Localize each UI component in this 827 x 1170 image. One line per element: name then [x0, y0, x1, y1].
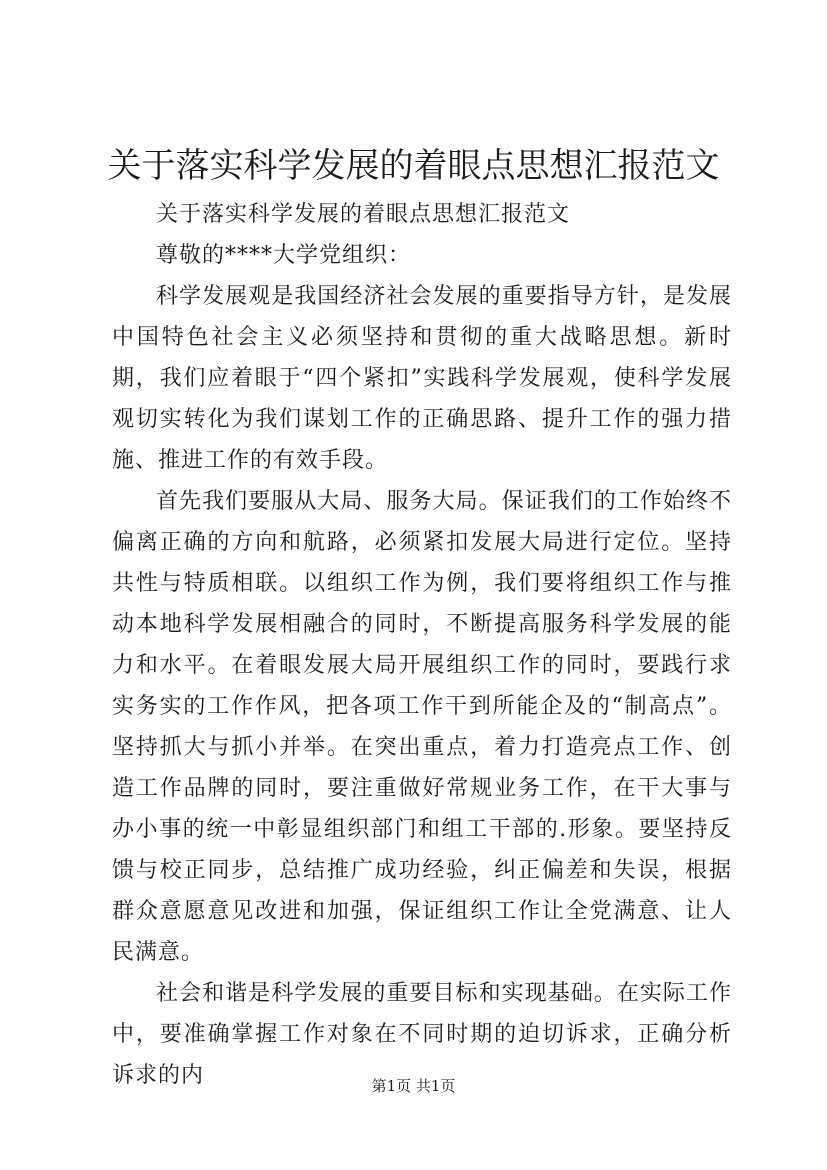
paragraph-2: 首先我们要服从大局、服务大局。保证我们的工作始终不偏离正确的方向和航路，必须紧扣发展大局进行定位。坚持共性与特质相联。以组织工作为例，我们要将组织工作与推动本地科学发展相融合的同时，不断提高服务科学发展的能力和水平。在着眼发展大局开展组织工作的同时，要践行求实务实的工作作风，把各项工作干到所能企及的“制高点”。坚持抓大与抓小并举。在突出重点，着力打造亮点工作、创造工作品牌的同时，要注重做好常规业务工作，在干大事与办小事的统一中彰显组织部门和组工干部的.形象。要坚持反馈与校正同步，总结推广成功经验，纠正偏差和失误，根据群众意愿意见改进和加强，保证组织工作让全党满意、让人民满意。	[112, 489, 732, 965]
document-subtitle: 关于落实科学发展的着眼点思想汇报范文	[156, 202, 571, 227]
document-body	[112, 194, 732, 1096]
salutation: 尊敬的****大学党组织：	[156, 243, 412, 268]
paragraph-3: 社会和谐是科学发展的重要目标和实现基础。在实际工作中，要准确掌握工作对象在不同时期的迫切诉求，正确分析诉求的内	[112, 981, 732, 1088]
page-footer: 第1页 共1页	[371, 1077, 456, 1095]
paragraph-1: 科学发展观是我国经济社会发展的重要指导方针，是发展中国特色社会主义必须坚持和贯彻的重大战略思想。新时期，我们应着眼于“四个紧扣”实践科学发展观，使科学发展观切实转化为我们谋划工作的正确思路、提升工作的强力措施、推进工作的有效手段。	[112, 284, 732, 473]
document-title: 关于落实科学发展的着眼点思想汇报范文	[107, 146, 720, 186]
